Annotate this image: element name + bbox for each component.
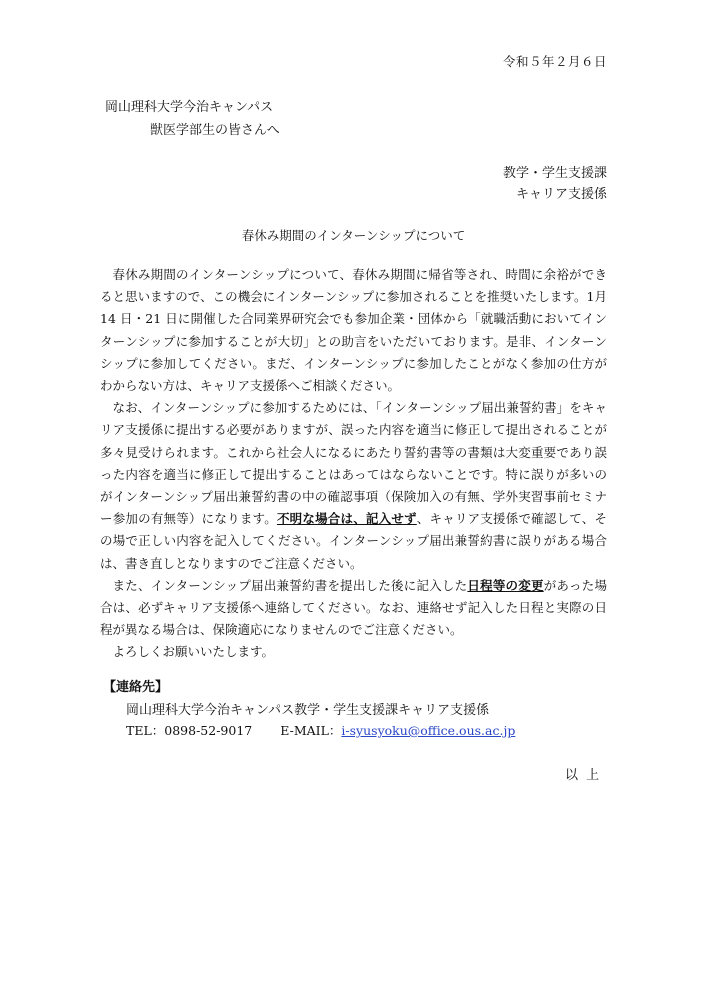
sender-line-2: キャリア支援係: [515, 187, 607, 202]
paragraph-3-text-a: また、インターンシップ届出兼誓約書を提出した後に記入した: [112, 577, 468, 593]
paragraph-4: よろしくお願いいたします。: [112, 644, 275, 660]
document-title: 春休み期間のインターンシップについて: [241, 228, 466, 243]
contact-email-link[interactable]: i-syusyoku@office.ous.ac.jp: [341, 723, 516, 738]
sender-line-1: 教学・学生支援課: [502, 166, 607, 181]
contact-details: [126, 721, 515, 739]
paragraph-3: [100, 575, 607, 642]
paragraph-1: 春休み期間のインターンシップについて、春休み期間に帰省等され、時間に余裕ができると思いますので、この機会にインターンシップに参加されることを推奨いたします。1月 14 日・21 日に開催した合同業界研究会でも参加企業・団体から「就職活動においてインターンシップに参加することが大切」との助言をいただいております。是非、インターンシップに参加してください。まだ、インターンシップに参加したことがなく参加の仕方がわからない方は、キャリア支援係へご相談ください。: [100, 267, 607, 394]
addressee-line-2: 獣医学部生の皆さんへ: [150, 123, 280, 138]
paragraph-3-emphasis: 日程等の変更: [467, 577, 544, 593]
closing-mark: 以上: [564, 768, 607, 783]
contact-email-label: E-MAIL：: [280, 723, 342, 738]
addressee-line-1: 岡山理科大学今治キャンパス: [105, 100, 274, 115]
paragraph-2: [100, 397, 607, 575]
document-body: [100, 264, 607, 664]
contact-heading: 【連絡先】: [103, 680, 169, 695]
contact-organization: 岡山理科大学今治キャンパス教学・学生支援課キャリア支援係: [126, 703, 490, 718]
paragraph-2-text-b: 、キャリア支援係で確認して、その場で正しい内容を記入してください。インターンシップ届出兼誓約書に誤りがある場合は、書き直しとなりますのでご注意ください。: [100, 511, 607, 571]
paragraph-2-text-a: なお、インターンシップに参加するためには、「インターンシップ届出兼誓約書」をキャリア支援係に提出する必要がありますが、誤った内容を適当に修正して提出されることが多々見受けられます。これから社会人になるにあたり誓約書等の書類は大変重要であり誤った内容を適当に修正して提出することはあってはならないことです。特に誤りが多いのがインターンシップ届出兼誓約書の中の確認事項（保険加入の有無、学外実習事前セミナー参加の有無等）になります。: [100, 400, 607, 527]
contact-tel: TEL：0898-52-9017: [126, 723, 253, 738]
paragraph-3-text-b: があった場合は、必ずキャリア支援係へ連絡してください。なお、連絡せず記入した日程と実際の日程が異なる場合は、保険適応になりませんのでご注意ください。: [100, 577, 607, 638]
document-date: 令和５年２月６日: [502, 54, 607, 69]
paragraph-2-emphasis: 不明な場合は、記入せず: [276, 511, 417, 527]
